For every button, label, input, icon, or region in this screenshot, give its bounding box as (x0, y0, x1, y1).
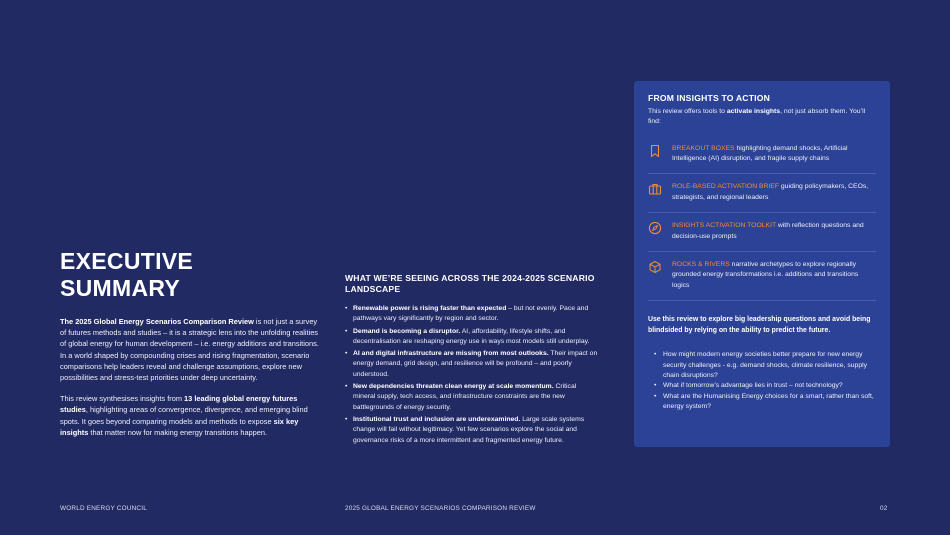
insights-to-action-panel (634, 81, 890, 447)
summary-highlight: 13 leading global energy futures studies (60, 394, 298, 415)
tool-item-description: highlighting demand shocks, Artificial Intelligence (AI) disruption, and fragile supply chains (672, 144, 848, 162)
list-item: • What are the Humanising Energy choices for a smart, rather than soft, energy system? (654, 392, 876, 413)
list-item (345, 349, 600, 380)
summary-paragraph-2 (60, 393, 322, 438)
cube-icon (648, 260, 662, 274)
compass-icon (648, 221, 662, 235)
page-title-line-2: SUMMARY (60, 275, 181, 301)
page-title-line-1: EXECUTIVE (60, 248, 194, 274)
tool-item-label: ROCKS & RIVERS (672, 261, 730, 269)
review-name: The 2025 Global Energy Scenarios Comparison Review (60, 317, 254, 326)
tool-item-text (672, 221, 876, 242)
page-number: 02 (880, 505, 888, 512)
tool-item-activation-brief (648, 174, 876, 213)
panel-intro (648, 107, 876, 128)
list-item-text: Critical mineral supply, tech access, and infrastructure constraints are the new battlegrounds of energy security. (353, 383, 577, 411)
panel-call-to-action: Use this review to explore big leadership questions and avoid being blindsided by relying on the ability to predict the future. (648, 316, 871, 334)
summary-text: This review synthesises insights from (60, 394, 185, 404)
list-item (345, 327, 600, 348)
list-item-text: AI, affordability, lifestyle shifts, and decentralisation are reshaping energy use in ways most models still underplay. (353, 327, 590, 345)
tool-item-breakout-boxes (648, 136, 876, 175)
executive-summary (60, 248, 322, 448)
panel-intro-highlight: activate insights (726, 108, 781, 115)
list-item (345, 415, 600, 446)
panel-intro-text: This review offers tools to (648, 108, 727, 115)
list-item-text: Their impact on energy demand, grid design, and resilience will be profound – and poorly understood. (353, 350, 598, 378)
tool-item-text (672, 144, 876, 165)
list-item-lead: AI and digital infrastructure are missing from most outlooks. (353, 350, 549, 358)
tool-item-description: guiding policymakers, CEOs, strategists, and regional leaders (672, 183, 869, 201)
tool-item-rocks-rivers (648, 252, 876, 301)
tool-item-text (672, 260, 876, 291)
list-item-text: Large scale systems change will fail without legitimacy. Yet few scenarios explore the social and governance risks of a more intermittent and fragmented energy future. (353, 415, 585, 444)
list-item-text: – but not evenly. Pace and pathways vary significantly by region and sector. (353, 305, 589, 323)
tool-item-activation-toolkit (648, 213, 876, 252)
summary-text: , highlighting areas of convergence, divergence, and emerging blind spots. It goes beyond comparing models and methods to expose (60, 405, 308, 426)
tool-item-text (672, 182, 876, 203)
tool-item-label: ROLE-BASED ACTIVATION BRIEF (672, 183, 780, 191)
list-item-lead: Renewable power is rising faster than expected (353, 305, 507, 312)
footer-organisation: WORLD ENERGY COUNCIL (60, 505, 147, 512)
summary-highlight: six key insights (60, 416, 299, 437)
bookmark-icon (648, 144, 662, 158)
tool-item-description: with reflection questions and decision-use prompts (672, 222, 864, 240)
list-item-lead: New dependencies threaten clean energy at scale momentum. (353, 383, 554, 391)
tool-item-label: INSIGHTS ACTIVATION TOOLKIT (672, 222, 776, 230)
panel-intro-text: , not just absorb them. You’ll find: (648, 108, 866, 126)
summary-paragraph-1 (60, 316, 322, 383)
tool-item-label: BREAKOUT BOXES (672, 144, 735, 152)
panel-title: FROM INSIGHTS TO ACTION (648, 93, 771, 103)
landscape-list (345, 304, 600, 446)
tool-item-description: narrative archetypes to explore regionally grounded energy transformations i.e. additions and transitions logics (672, 261, 859, 289)
scenario-landscape (345, 273, 600, 448)
page-title (60, 248, 322, 302)
summary-text: is not just a survey of futures methods and studies – it is a strategic lens into the unfolding realities of global energy for human development – i.e. energy additions and transitions. In a world shaped by compounding crises and rising fragmentation, scenario comparisons help leaders reveal and challenge assumptions, explore new possibilities and stress-test priorities under deep uncertainty. (60, 317, 319, 383)
landscape-title: WHAT WE’RE SEEING ACROSS THE 2024-2025 SCENARIO LANDSCAPE (345, 273, 595, 294)
list-item-lead: Institutional trust and inclusion are underexamined. (353, 415, 521, 423)
list-item (345, 382, 600, 413)
list-item: • What if tomorrow’s advantage lies in trust – not technology? (654, 381, 876, 391)
list-item (345, 304, 600, 325)
list-item: • How might modern energy societies better prepare for new energy security challenges - e.g. demand shocks, climate resilience, supply chain disruptions? (654, 350, 876, 381)
summary-text: that matter now for making energy transitions happen. (88, 427, 268, 437)
leadership-questions (648, 350, 876, 412)
briefcase-icon (648, 182, 662, 196)
list-item-lead: Demand is becoming a disruptor. (353, 327, 461, 335)
footer-report-title: 2025 GLOBAL ENERGY SCENARIOS COMPARISON REVIEW (345, 505, 536, 512)
